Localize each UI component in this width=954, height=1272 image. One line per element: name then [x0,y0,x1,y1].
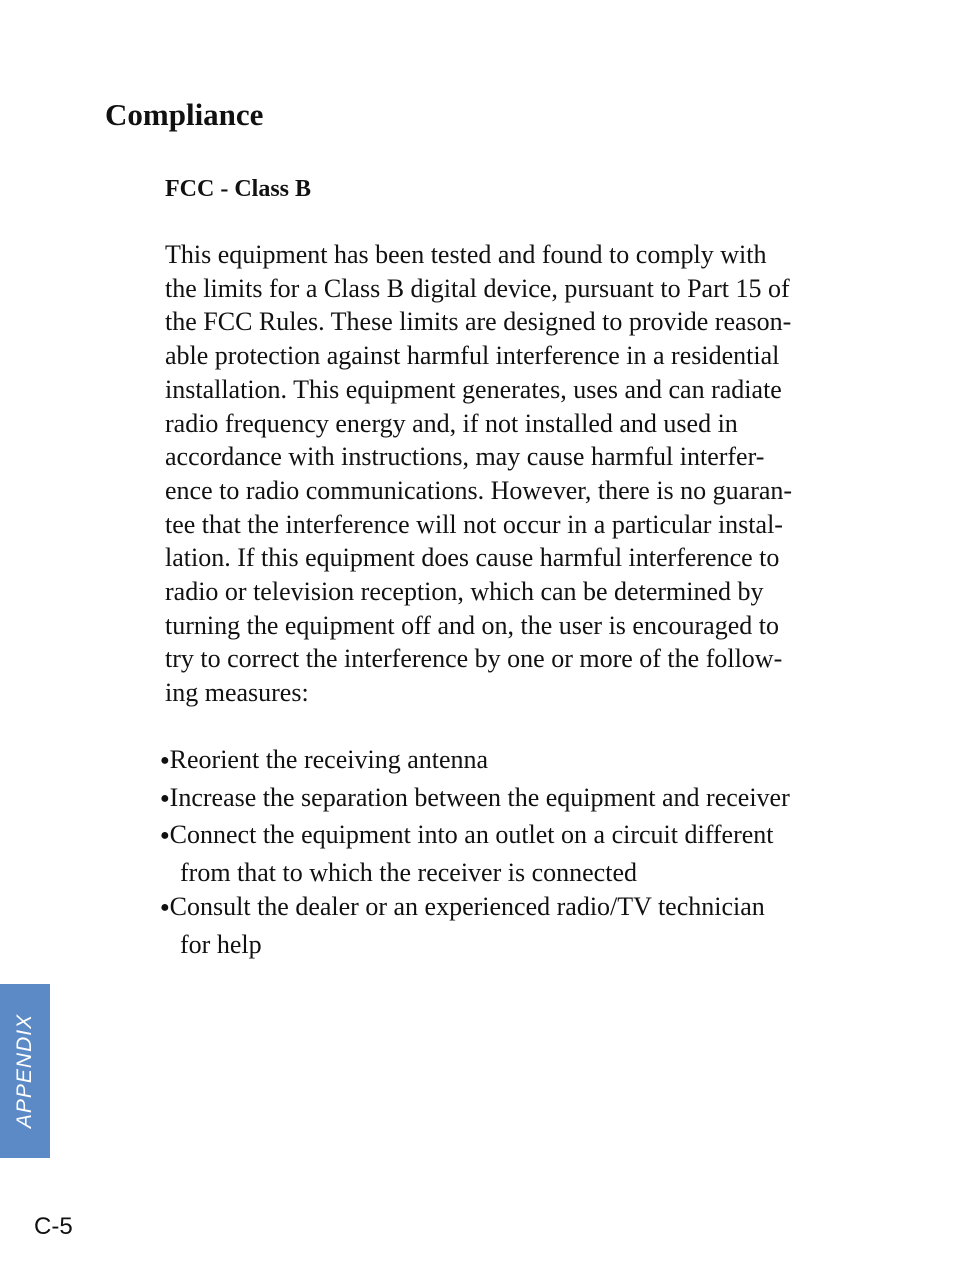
measure-text: Increase the separation between the equipment and receiver [169,782,790,812]
body-line: the FCC Rules. These limits are designed to provide reason- [165,307,792,337]
page-number: C-5 [34,1213,73,1240]
page-title: Compliance [105,97,264,132]
measures-list [160,743,790,961]
bullet-icon: ● [160,827,170,845]
body-line: accordance with instructions, may cause harmful interfer- [165,442,765,472]
section-heading: FCC - Class B [165,176,312,202]
body-line: lation. If this equipment does cause harmful interference to [165,543,780,573]
body-line: the limits for a Class B digital device, pursuant to Part 15 of [165,273,790,303]
measure-text: Consult the dealer or an experienced radio/TV technician [169,891,765,921]
appendix-side-tab [0,984,50,1158]
body-line: turning the equipment off and on, the user is encouraged to [165,610,779,640]
measure-continuation: from that to which the receiver is connected [180,858,637,888]
body-line: try to correct the interference by one or more of the follow- [165,644,783,674]
list-item [160,743,790,781]
measure-line [160,818,790,856]
measure-text: Connect the equipment into an outlet on a circuit different [169,820,774,850]
body-line: tee that the interference will not occur in a particular instal- [165,509,783,539]
body-line: ing measures: [165,678,309,708]
body-paragraph [165,238,865,710]
side-tab-label: APPENDIX [13,1013,36,1129]
bullet-icon: ● [160,752,170,769]
list-item [160,890,790,961]
body-line: ence to radio communications. However, there is no guaran- [165,475,793,505]
bullet-icon: ● [160,789,170,807]
body-line: installation. This equipment generates, uses and can radiate [165,374,782,404]
measure-text: Reorient the receiving antenna [169,745,489,774]
list-item [160,818,790,889]
measure-continuation: for help [180,929,262,959]
bullet-icon: ● [160,898,170,916]
measure-line [160,743,790,781]
measure-line [160,890,790,928]
body-line: radio or television reception, which can be determined by [165,577,764,607]
measure-line [160,781,790,819]
body-line: able protection against harmful interference in a residential [165,341,780,371]
list-item [160,781,790,819]
body-line: radio frequency energy and, if not installed and used in [165,408,738,438]
body-line: This equipment has been tested and found to comply with [165,240,767,269]
